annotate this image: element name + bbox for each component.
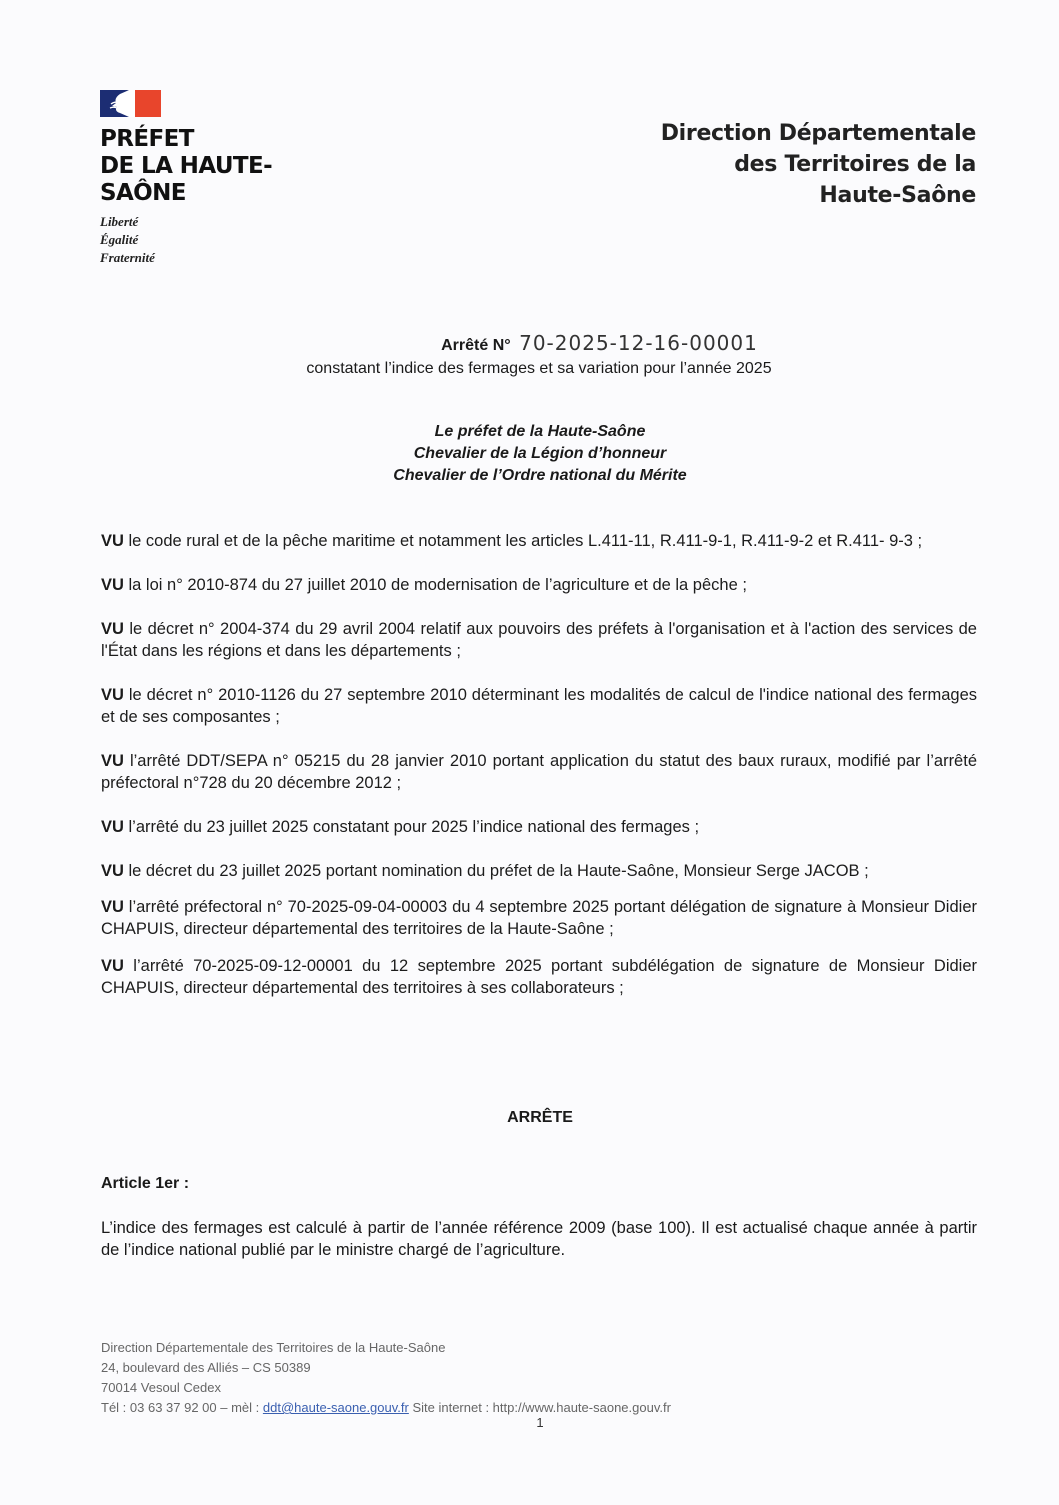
vu-item: VU le code rural et de la pêche maritime et notamment les articles L.411-11, R.411-9-1, R.411-9-2 et R.411- 9-3 ; bbox=[101, 532, 923, 550]
arrete-subtitle: constatant l’indice des fermages et sa variation pour l’année 2025 bbox=[306, 360, 772, 377]
arrete-title bbox=[0, 332, 1059, 381]
vu-item: VU l’arrêté du 23 juillet 2025 constatant pour 2025 l’indice national des fermages ; bbox=[101, 818, 700, 836]
marianne-profile-icon bbox=[100, 90, 129, 117]
page-number: 1 bbox=[536, 1415, 544, 1430]
vu-item: VU l’arrêté DDT/SEPA n° 05215 du 28 janvier 2010 portant application du statut des baux ruraux, modifié par l’arrêté préfectoral n°728 du 20 décembre 2012 ; bbox=[101, 752, 977, 792]
marianne-flag-icon bbox=[100, 90, 161, 117]
vu-item: VU l’arrêté préfectoral n° 70-2025-09-04-00003 du 4 septembre 2025 portant délégation de signature à Monsieur Didier CHAPUIS, directeur départemental des territoires de la Haute-Saône ; bbox=[101, 898, 977, 938]
article-1-text: L’indice des fermages est calculé à partir de l’année référence 2009 (base 100). Il est actualisé chaque année à partir de l’indice national publié par le ministre chargé de l’agriculture. bbox=[101, 1219, 977, 1259]
vu-item: VU la loi n° 2010-874 du 27 juillet 2010 de modernisation de l’agriculture et de la pêche ; bbox=[101, 576, 747, 594]
arrete-heading: ARRÊTE bbox=[507, 1109, 573, 1126]
vu-item: VU le décret du 23 juillet 2025 portant nomination du préfet de la Haute-Saône, Monsieur Serge JACOB ; bbox=[101, 862, 869, 880]
prefet-title: PRÉFET DE LA HAUTE- SAÔNE bbox=[100, 126, 273, 206]
vu-item: VU le décret n° 2010-1126 du 27 septembre 2010 déterminant les modalités de calcul de l'indice national des fermages et de ses composantes ; bbox=[101, 686, 977, 726]
vu-item: VU l’arrêté 70-2025-09-12-00001 du 12 septembre 2025 portant subdélégation de signature de Monsieur Didier CHAPUIS, directeur départemental des territoires à ses collaborateurs ; bbox=[101, 957, 977, 997]
republic-motto: Liberté Égalité Fraternité bbox=[100, 214, 155, 265]
footer-address: Direction Départementale des Territoires de la Haute-Saône 24, boulevard des Alliés – CS 50389 70014 Vesoul Cedex Tél : 03 63 37 92 00 – mèl : ddt@haute-saone.gouv.fr Site internet : http://www.haute-saone.gouv.fr bbox=[101, 1340, 671, 1415]
issuing-direction: Direction Départementale des Territoires de la Haute-Saône bbox=[660, 121, 976, 208]
prefet-logo bbox=[100, 90, 300, 267]
vu-list bbox=[101, 530, 977, 999]
article-1-title: Article 1er : bbox=[101, 1175, 190, 1192]
vu-item: VU le décret n° 2004-374 du 29 avril 2004 relatif aux pouvoirs des préfets à l'organisation et à l'action des services de l'État dans les régions et dans les départements ; bbox=[101, 620, 977, 660]
arrete-number-handwritten: 70-2025-12-16-00001 bbox=[519, 331, 758, 355]
arrete-label: Arrêté N° bbox=[441, 337, 511, 354]
email-link[interactable]: ddt@haute-saone.gouv.fr bbox=[262, 1400, 409, 1415]
prefet-titles: Le préfet de la Haute-Saône Chevalier de la Légion d’honneur Chevalier de l’Ordre national du Mérite bbox=[393, 423, 687, 484]
